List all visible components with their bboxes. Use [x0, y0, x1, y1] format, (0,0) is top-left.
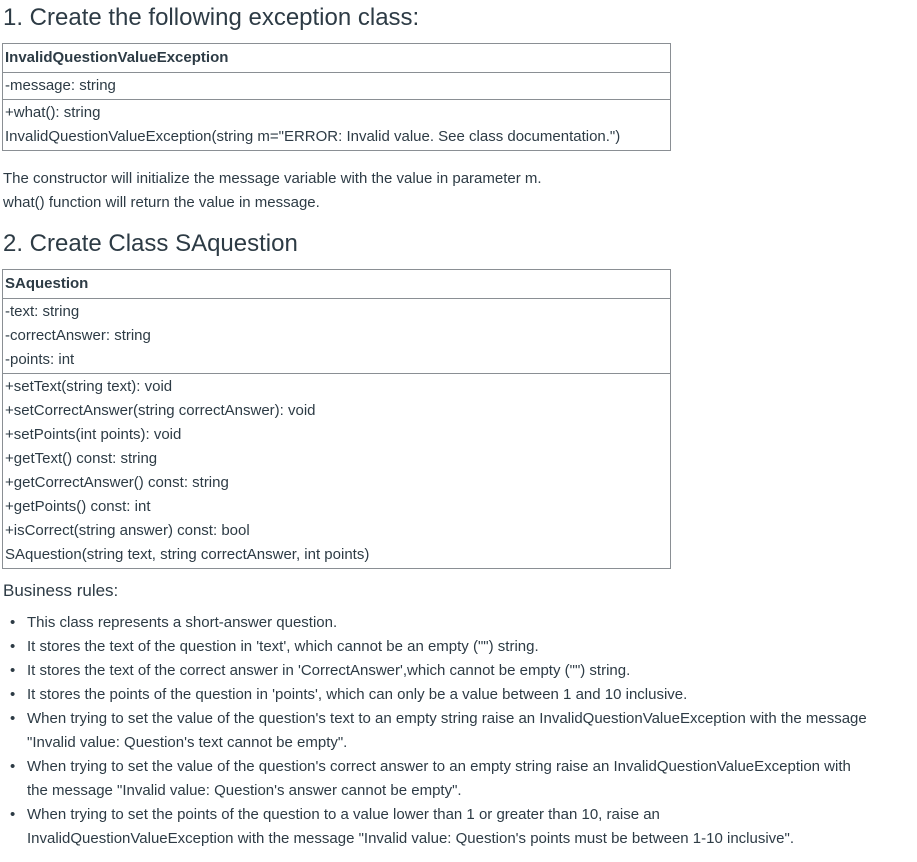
saquestion-attribute: -text: string: [5, 303, 80, 320]
list-item: [10, 707, 867, 755]
saquestion-method: SAquestion(string text, string correctAnswer, int points): [5, 546, 370, 563]
section1-heading: 1. Create the following exception class:: [3, 4, 420, 31]
saquestion-method: +isCorrect(string answer) const: bool: [5, 522, 250, 539]
saquestion-attribute: -points: int: [5, 351, 75, 368]
list-item: [10, 803, 867, 851]
saquestion-class-name: SAquestion: [5, 275, 89, 292]
exception-class-name: InvalidQuestionValueException: [5, 49, 229, 66]
saquestion-methods-cell: [3, 374, 671, 569]
list-item: [10, 659, 867, 683]
rule-text: It stores the text of the question in 'text', which cannot be an empty ("") string.: [27, 638, 539, 655]
rule-text: This class represents a short-answer question.: [27, 614, 338, 631]
exception-methods-cell: [3, 100, 671, 151]
bullet-icon: •: [10, 806, 16, 823]
rule-text: It stores the text of the correct answer in 'CorrectAnswer',which cannot be empty ("") string.: [27, 662, 631, 679]
list-item: [10, 755, 867, 803]
bullet-icon: •: [10, 710, 16, 727]
note-line: what() function will return the value in message.: [3, 194, 320, 211]
business-rules-title: Business rules:: [3, 581, 119, 600]
list-item: [10, 635, 867, 659]
rule-text: When trying to set the value of the question's correct answer to an empty string raise an InvalidQuestionValueException with the message "Invalid value: Question's answer cannot be empty".: [27, 758, 851, 799]
business-rules-list: [0, 611, 867, 851]
rule-text: When trying to set the value of the question's text to an empty string raise an InvalidQuestionValueException with the message "Invalid value: Question's text cannot be empty".: [27, 710, 867, 751]
list-item: [10, 611, 867, 635]
bullet-icon: •: [10, 614, 16, 631]
exception-method: +what(): string: [5, 104, 101, 121]
exception-attribute: -message: string: [5, 77, 116, 94]
section2-heading: 2. Create Class SAquestion: [3, 230, 298, 257]
bullet-icon: •: [10, 686, 16, 703]
saquestion-method: +getCorrectAnswer() const: string: [5, 474, 229, 491]
saquestion-class-name-cell: [3, 270, 671, 299]
exception-class-name-cell: [3, 44, 671, 73]
exception-class-table: [2, 43, 671, 151]
saquestion-class-table: [2, 269, 671, 569]
saquestion-method: +getText() const: string: [5, 450, 158, 467]
note-line: The constructor will initialize the message variable with the value in parameter m.: [3, 170, 542, 187]
constructor-notes: [3, 167, 542, 215]
saquestion-method: +setPoints(int points): void: [5, 426, 182, 443]
saquestion-method: +setCorrectAnswer(string correctAnswer): void: [5, 402, 316, 419]
exception-attributes-cell: [3, 73, 671, 100]
rule-text: When trying to set the points of the question to a value lower than 1 or greater than 10, raise an InvalidQuestionValueException with the message "Invalid value: Question's points must be between 1-10 inclusive".: [27, 806, 794, 847]
saquestion-attribute: -correctAnswer: string: [5, 327, 151, 344]
bullet-icon: •: [10, 758, 16, 775]
list-item: [10, 683, 867, 707]
rule-text: It stores the points of the question in 'points', which can only be a value between 1 and 10 inclusive.: [27, 686, 688, 703]
saquestion-attributes-cell: [3, 299, 671, 374]
bullet-icon: •: [10, 662, 16, 679]
saquestion-method: +getPoints() const: int: [5, 498, 151, 515]
bullet-icon: •: [10, 638, 16, 655]
exception-method: InvalidQuestionValueException(string m="ERROR: Invalid value. See class documentation."): [5, 128, 621, 145]
saquestion-method: +setText(string text): void: [5, 378, 173, 395]
